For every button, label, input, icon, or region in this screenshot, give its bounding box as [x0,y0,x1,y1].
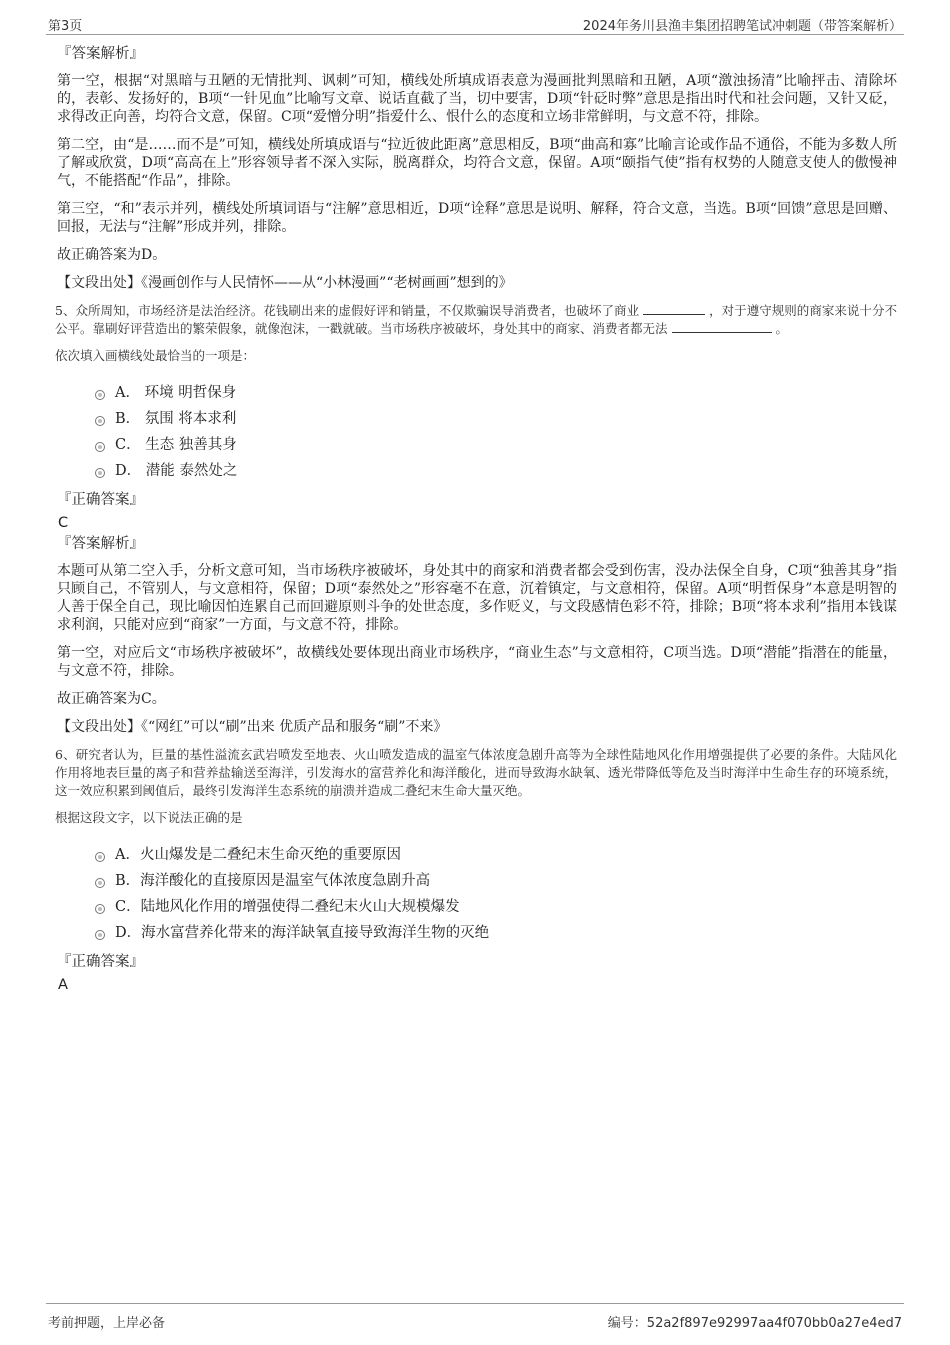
question-6-text: 6、研究者认为，巨量的基性溢流玄武岩喷发至地表、火山喷发造成的温室气体浓度急剧升高等为全球性陆地风化作用增强提供了必要的条件。大陆风化作用将地表巨量的离子和营养盐输送至海洋，引发海水的富营养化和海洋酸化，进而导致海水缺氧、透光带降低等危及当时海洋中生命生存的环境系统，这一效应积累到阈值后，最终引发海洋生态系统的崩溃并造成二叠纪末生命大量灭绝。 [55,747,897,798]
radio-icon[interactable] [95,416,105,426]
fill-blank [643,303,705,315]
page-header [46,14,904,35]
correct-answer: A [58,977,68,993]
document-code: 编号：52a2f897e92997aa4f070bb0a27e4ed7 [607,1316,902,1331]
source-prefix: 【文段出处】 [57,275,141,291]
option-a[interactable]: A． 环境 明哲保身 [95,380,897,406]
fill-blank [672,321,772,333]
radio-icon[interactable] [95,468,105,478]
question-5-prompt: 依次填入画横线处最恰当的一项是： [55,348,256,363]
page-content [55,44,897,996]
analysis-conclusion: 故正确答案为C。 [57,691,166,707]
source-title: 《漫画创作与人民情怀——从“小林漫画”“老树画画”想到的》 [141,275,513,291]
page-number: 第3页 [48,19,83,34]
analysis-paragraph: 本题可从第二空入手，分析文意可知，当市场秩序被破坏，身处其中的商家和消费者都会受到伤害，没办法保全自身，C项“独善其身”指只顾自己，不管别人，与文意相符，保留；D项“泰然处之”形容毫不在意，沉着镇定，与文意相符，保留。A项“明哲保身”本意是明智的人善于保全自己，现比喻因怕连累自己而回避原则斗争的处世态度，多作贬义，与文段感情色彩不符，排除；B项“将本求利”指用本钱谋求利润，只能对应到“商家”一方面，与文意不符，排除。 [57,563,897,633]
option-c[interactable]: C．陆地风化作用的增强使得二叠纪末火山大规模爆发 [95,894,897,920]
option-b[interactable]: B． 氛围 将本求利 [95,406,897,432]
analysis-label: 『答案解析』 [57,536,144,552]
radio-icon[interactable] [95,878,105,888]
analysis-paragraph: 第一空，对应后文“市场秩序被破坏”，故横线处要体现出商业市场秩序，“商业生态”与文意相符，C项当选。D项“潜能”指潜在的能量，与文意不符，排除。 [57,645,897,679]
answer-label: 『正确答案』 [57,492,144,508]
document-title: 2024年务川县渔丰集团招聘笔试冲刺题（带答案解析） [582,19,902,34]
radio-icon[interactable] [95,904,105,914]
source-line [57,274,897,292]
option-b[interactable]: B．海洋酸化的直接原因是温室气体浓度急剧升高 [95,868,897,894]
correct-answer: C [58,515,69,531]
answer-label: 『正确答案』 [57,954,144,970]
page-footer [46,1303,904,1331]
question-6-prompt: 根据这段文字，以下说法正确的是 [55,810,243,825]
radio-icon[interactable] [95,442,105,452]
analysis-paragraph: 第一空，根据“对黑暗与丑陋的无情批判、讽刺”可知，横线处所填成语表意为漫画批判黑暗和丑陋，A项“激浊扬清”比喻抨击、清除坏的，表彰、发扬好的，B项“一针见血”比喻写文章、说话直截了当，切中要害，D项“针砭时弊”意思是指出时代和社会问题，又针又砭，求得改正向善，均符合文意，保留。C项“爱憎分明”指爱什么、恨什么的态度和立场非常鲜明，与文意不符，排除。 [57,73,897,125]
source-prefix: 【文段出处】 [57,719,141,735]
question-5-text: 5、众所周知，市场经济是法治经济。花钱刷出来的虚假好评和销量，不仅欺骗误导消费者，也破坏了商业 ，对于遵守规则的商家来说十分不公平。靠刷好评营造出的繁荣假象，就像泡沫，一戳就破。当市场秩序被破坏，身处其中的商家、消费者都无法 。 [55,303,897,336]
question-6-options [95,842,897,946]
option-d[interactable]: D．海水富营养化带来的海洋缺氧直接导致海洋生物的灭绝 [95,920,897,946]
option-a[interactable]: A．火山爆发是二叠纪末生命灭绝的重要原因 [95,842,897,868]
question-5-options [95,380,897,484]
radio-icon[interactable] [95,852,105,862]
analysis-conclusion: 故正确答案为D。 [57,247,167,263]
radio-icon[interactable] [95,930,105,940]
option-d[interactable]: D． 潜能 泰然处之 [95,458,897,484]
source-line [57,718,897,736]
radio-icon[interactable] [95,390,105,400]
analysis-paragraph: 第二空，由“是……而不是”可知，横线处所填成语与“拉近彼此距离”意思相反，B项“曲高和寡”比喻言论或作品不通俗，不能为多数人所了解或欣赏，D项“高高在上”形容领导者不深入实际，脱离群众，均符合文意，保留。A项“颐指气使”指有权势的人随意支使人的傲慢神气，不能搭配“作品”，排除。 [57,137,897,189]
footer-slogan: 考前押题，上岸必备 [48,1316,166,1331]
source-title: 《“网红”可以“刷”出来 优质产品和服务“刷”不来》 [141,719,448,735]
analysis-label: 『答案解析』 [57,46,144,62]
option-c[interactable]: C． 生态 独善其身 [95,432,897,458]
analysis-paragraph: 第三空，“和”表示并列，横线处所填词语与“注解”意思相近，D项“诠释”意思是说明、解释，符合文意，当选。B项“回馈”意思是回赠、回报，无法与“注解”形成并列，排除。 [57,201,897,235]
